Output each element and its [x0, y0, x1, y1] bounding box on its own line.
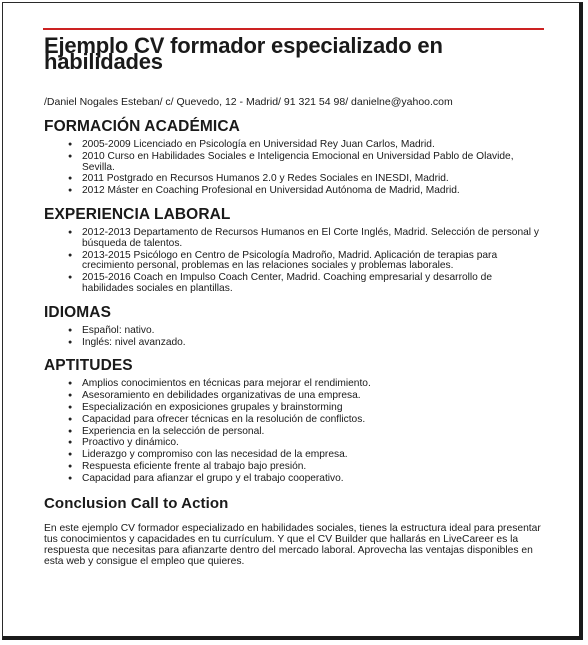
- bullet-list: [44, 379, 546, 484]
- list-item: ● 2013-2015 Psicólogo en Centro de Psicología Madroño, Madrid. Aplicación de terapias para crecimiento personal, problemas en las relaciones sociales y problemas laborales.: [82, 251, 546, 273]
- section-experiencia: [44, 206, 546, 295]
- accent-rule: [43, 28, 544, 30]
- section-conclusion: [44, 495, 546, 567]
- section-heading: EXPERIENCIA LABORAL: [44, 205, 231, 223]
- bullet-list: [44, 228, 546, 295]
- section-formacion: [44, 118, 546, 197]
- list-item: ● Experiencia en la selección de personal.: [82, 427, 546, 438]
- cta-heading: Conclusion Call to Action: [44, 494, 229, 512]
- list-item: ● 2005-2009 Licenciado en Psicología en Universidad Rey Juan Carlos, Madrid.: [82, 140, 546, 151]
- resume-document: [44, 33, 546, 567]
- list-item: ● 2015-2016 Coach en Impulso Coach Center, Madrid. Coaching empresarial y desarrollo de habilidades sociales en plantillas.: [82, 273, 546, 295]
- list-item: ● 2012-2013 Departamento de Recursos Humanos en El Corte Inglés, Madrid. Selección de personal y búsqueda de talentos.: [82, 228, 546, 250]
- cta-paragraph: En este ejemplo CV formador especializado en habilidades sociales, tienes la estructura ideal para presentar tus conocimientos y capacidades en tu currículum. Y que el CV Builder que hallarás en LiveCareer es la respuesta que necesitas para afianzarte dentro del mercado laboral. Aprovecha las ventajas disponibles en esta web y consigue el empleo que quieres.: [44, 522, 541, 567]
- list-item: ● Asesoramiento en debilidades organizativas de una empresa.: [82, 391, 546, 402]
- section-heading: APTITUDES: [44, 357, 133, 375]
- section-aptitudes: [44, 357, 546, 484]
- section-idiomas: [44, 304, 546, 349]
- list-item: ● Proactivo y dinámico.: [82, 438, 546, 449]
- list-item: ● Español: nativo.: [82, 326, 546, 337]
- section-heading: FORMACIÓN ACADÉMICA: [44, 118, 240, 135]
- section-heading: IDIOMAS: [44, 303, 112, 321]
- list-item: ● 2010 Curso en Habilidades Sociales e Inteligencia Emocional en Universidad Pablo de Olavide, Sevilla.: [82, 152, 546, 174]
- list-item: ● Amplios conocimientos en técnicas para mejorar el rendimiento.: [82, 379, 546, 390]
- list-item: ● Respuesta eficiente frente al trabajo bajo presión.: [82, 462, 546, 473]
- list-item: ● Inglés: nivel avanzado.: [82, 338, 546, 349]
- bullet-list: [44, 326, 546, 349]
- list-item: ● Liderazgo y compromiso con las necesidad de la empresa.: [82, 450, 546, 461]
- list-item: ● Capacidad para ofrecer técnicas en la resolución de conflictos.: [82, 415, 546, 426]
- list-item: ● 2011 Postgrado en Recursos Humanos 2.0 y Redes Sociales en INESDI, Madrid.: [82, 174, 546, 185]
- list-item: ● Capacidad para afianzar el grupo y el trabajo cooperativo.: [82, 474, 546, 485]
- list-item: ● Especialización en exposiciones grupales y brainstorming: [82, 403, 546, 414]
- list-item: ● 2012 Máster en Coaching Profesional en Universidad Autónoma de Madrid, Madrid.: [82, 186, 546, 197]
- page-title: Ejemplo CV formador especializado en habilidades: [44, 33, 443, 74]
- bullet-list: [44, 140, 546, 197]
- contact-line: /Daniel Nogales Esteban/ c/ Quevedo, 12 - Madrid/ 91 321 54 98/ danielne@yahoo.com: [44, 96, 453, 108]
